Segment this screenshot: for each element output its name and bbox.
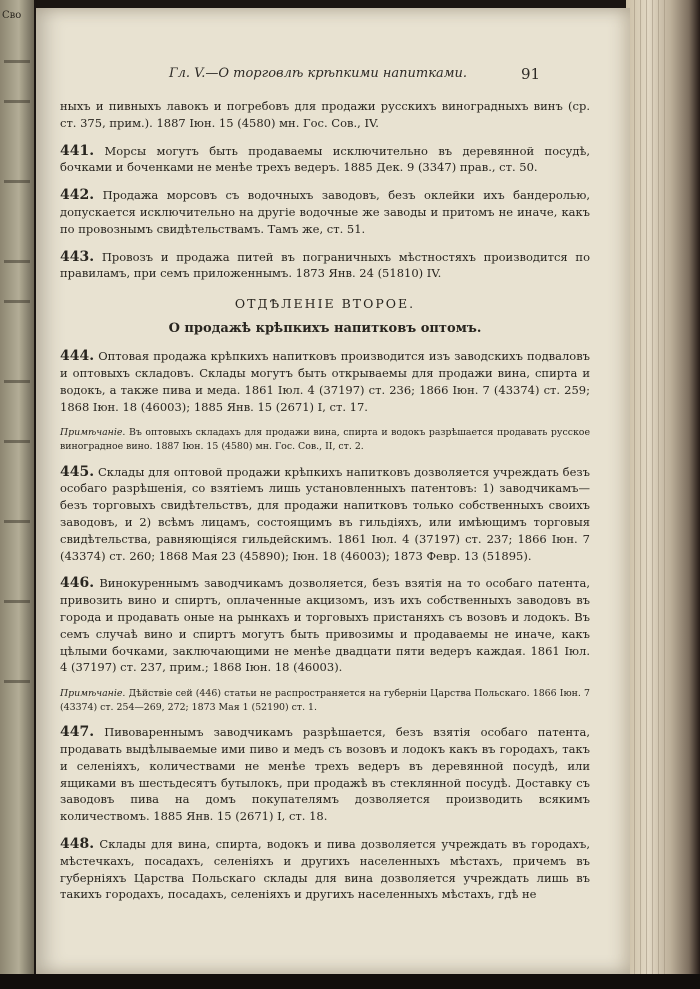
article-number: 441. [60,142,95,159]
paragraph-text: Винокуреннымъ заводчикамъ дозволяется, безъ взятія на то особаго патента, привозить вино и спиртъ, оплаченные акцизомъ, изъ ихъ собственныхъ заводовъ въ города и продавать оные на рынкахъ и торговыхъ пристаняхъ съ возовъ и лодокъ. Въ семъ случаѣ вино и спиртъ могутъ быть привозимы и продаваемы не иначе, какъ цѣлыми бочками, заключающими не менѣе двадцати пяти ведеръ каждая. 1861 Іюл. 4 (37197) ст. 237, прим.; 1868 Іюн. 18 (46003). [60,576,591,675]
page-header [36,66,630,88]
paragraph-text: Морсы могутъ быть продаваемы исключительно въ деревянной посудѣ, бочками и боченками не менѣе трехъ ведеръ. 1885 Дек. 9 (3347) прав., ст. 50. [60,143,591,175]
text-paragraph [60,98,590,132]
article-paragraph [60,836,590,903]
article-paragraph [60,464,590,565]
page-number: 91 [521,65,541,83]
left-page-text-line [4,100,30,103]
article-number: 443. [60,248,95,265]
paragraph-text: Оптовая продажа крѣпкихъ напитковъ производится изъ заводскихъ подваловъ и оптовыхъ складовъ. Склады могутъ быть открываемы для продажи вина, спирта и водокъ, а также пива и меда. 1861 Іюл. 4 (37197) ст. 236; 1866 Іюн. 7 (43374) ст. 259; 1868 Іюн. 18 (46003); 1885 Янв. 15 (2671) І, ст. 17. [60,349,590,414]
article-paragraph [60,575,590,676]
book-page [36,8,630,974]
left-page-text-line [4,680,30,683]
article-number: 445. [60,463,95,480]
note-paragraph [60,426,590,453]
section-title: ОТДѢЛЕНІЕ ВТОРОЕ. [234,296,416,312]
paragraph-text: Провозъ и продажа питей въ пограничныхъ мѣстностяхъ производится по правиламъ, при семъ приложеннымъ. 1873 Янв. 24 (51810) IV. [60,249,590,281]
page-content [60,98,590,914]
note-text: Въ оптовыхъ складахъ для продажи вина, спирта и водокъ разрѣшается продавать русское виноградное вино. 1887 Іюн. 15 (4580) мн. Гос. Сов., II, ст. 2. [60,427,590,452]
article-paragraph [60,249,590,283]
article-paragraph [60,724,590,825]
section-subtitle: О продажѣ крѣпкихъ напитковъ оптомъ. [168,321,482,337]
left-page-text-line [4,60,30,63]
article-number: 446. [60,575,95,592]
note-paragraph [60,687,590,714]
note-text: Дѣйствіе сей (446) статьи не распространяется на губерніи Царства Польскаго. 1866 Іюн. 7 (43374) ст. 254—269, 272; 1873 Мая 1 (52190) ст. 1. [60,688,591,713]
note-label: Примѣчаніе. [60,427,126,439]
paragraph-text: ныхъ и пивныхъ лавокъ и погребовъ для продажи русскихъ виноградныхъ винъ (ср. ст. 375, прим.). 1887 Іюн. 15 (4580) мн. Гос. Сов., IV. [60,99,590,130]
article-number: 448. [60,836,95,853]
paragraph-text: Склады для вина, спирта, водокъ и пива дозволяется учреждать въ городахъ, мѣстечкахъ, посадахъ, селеніяхъ и другихъ населенныхъ мѣстахъ, причемъ въ губерніяхъ Царства Польскаго склады для вина дозволяется учреждать лишь въ такихъ городахъ, посадахъ, селеніяхъ и другихъ населенныхъ мѣстахъ, гдѣ не [60,837,591,902]
left-page-text-line [4,300,30,303]
article-paragraph [60,143,590,177]
article-number: 444. [60,348,95,365]
left-page-tab-text: Сво [2,10,22,21]
left-page-text-line [4,440,30,443]
left-page-text-line [4,600,30,603]
running-head: Гл. V.—О торговлѣ крѣпкими напитками. [168,66,468,81]
article-paragraph [60,348,590,415]
article-paragraph [60,187,590,237]
note-label: Примѣчаніе. [60,688,126,700]
left-page-text-line [4,180,30,183]
left-page-text-line [4,380,30,383]
article-number: 447. [60,724,95,741]
paragraph-text: Склады для оптовой продажи крѣпкихъ напитковъ дозволяется учреждать безъ особаго разрѣшенія, со взятіемъ лишь установленныхъ патентовъ: 1) заводчикамъ—безъ торговыхъ свидѣтельствъ, для продажи напитковъ только собственныхъ своихъ заводовъ, и 2) всѣмъ лицамъ, состоящимъ въ гильдіяхъ, или имѣющимъ торговыя свидѣтельства, равняющіяся гильдейскимъ. 1861 Іюл. 4 (37197) ст. 237; 1866 Іюн. 7 (43374) ст. 260; 1868 Мая 23 (45890); Іюн. 18 (46003); 1873 Февр. 13 (51895). [60,464,590,563]
article-number: 442. [60,187,95,204]
left-page-edge [0,0,34,989]
paragraph-text: Пивовареннымъ заводчикамъ разрѣшается, безъ взятія особаго патента, продавать выдѣлываемые ими пиво и медъ съ возовъ и лодокъ какъ въ городахъ, такъ и селеніяхъ, количествами не менѣе трехъ ведеръ въ деревянной посудѣ, или ящиками въ шестьдесятъ бутылокъ, при продажѣ въ стеклянной посудѣ. Доставку съ заводовъ пива на домъ покупателямъ дозволяется производить всякимъ количествомъ. 1885 Янв. 15 (2671) І, ст. 18. [60,725,590,824]
left-page-text-line [4,260,30,263]
left-page-text-line [4,520,30,523]
photo-background [0,974,700,989]
paragraph-text: Продажа морсовъ съ водочныхъ заводовъ, безъ оклейки ихъ бандеролью, допускается исключительно на другіе водочные же заводы и притомъ не иначе, какъ по провознымъ свидѣтельствамъ. Тамъ же, ст. 51. [60,188,590,236]
book-page-edges [626,0,700,989]
